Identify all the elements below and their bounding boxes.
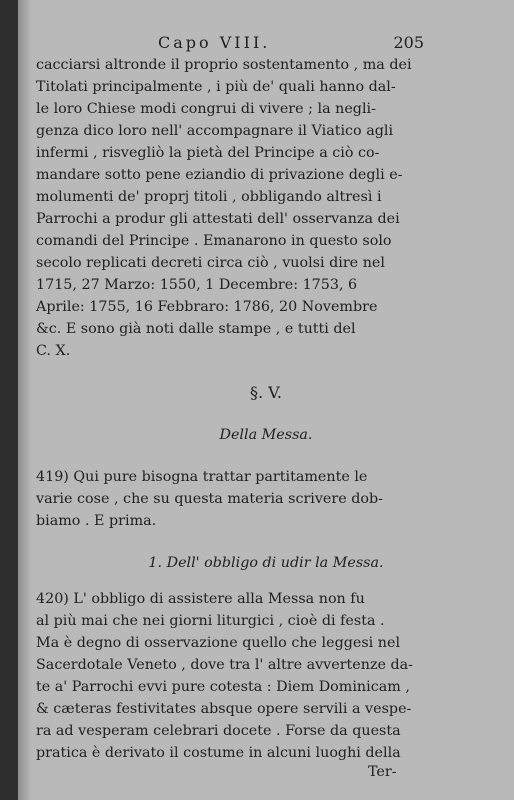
text-line: te a' Parrochi evvi pure cotesta : Diem Dominicam , [36,679,410,695]
text-line: C. X. [36,343,71,359]
running-header [158,33,424,55]
text-line: genza dico loro nell' accompagnare il Viatico agli [36,123,394,139]
text-line: Sacerdotale Veneto , dove tra l' altre avvertenze da- [36,657,414,673]
text-line: molumenti de' proprj titoli , obbligando altresì i [36,189,382,205]
text-line: varie cose , che su questa materia scrivere dob- [36,491,383,507]
catchword: Ter- [368,764,397,780]
text-line: 1715, 27 Marzo: 1550, 1 Decembre: 1753, 6 [36,277,358,293]
text-line: al più mai che nei giorni liturgici , cioè di festa . [36,613,385,629]
text-line: le loro Chiese modi congrui di vivere ; la negli- [36,101,376,117]
text-line: cacciarsi altronde il proprio sostentamento , ma dei [36,57,412,73]
section-title: Della Messa. [219,427,313,443]
text-line: comandi del Principe . Emanarono in questo solo [36,233,392,249]
text-line: pratica è derivato il costume in alcuni luoghi della [36,745,401,761]
text-line: Titolati principalmente , i più de' quali hanno dal- [36,79,396,95]
chapter-title: Capo VIII. [158,33,271,52]
text-line: &c. E sono già noti dalle stampe , e tutti del [36,321,356,337]
text-line: infermi , risvegliò la pietà del Principe a ciò co- [36,145,380,161]
book-page [18,0,514,800]
section-mark: §. V. [249,383,282,402]
text-line: Ma è degno di osservazione quello che leggesi nel [36,635,401,651]
text-line: 419) Qui pure bisogna trattar partitamente le [36,469,368,485]
text-line: Aprile: 1755, 16 Febbraro: 1786, 20 Novembre [36,299,378,315]
page-number: 205 [393,33,424,52]
text-line: & cæteras festivitates absque opere servili a vespe- [36,701,412,717]
text-line: 420) L' obbligo di assistere alla Messa non fu [36,591,365,607]
text-line: secolo replicati decreti circa ciò , vuolsi dire nel [36,255,385,271]
text-line: mandare sotto pene eziandio di privazione degli e- [36,167,403,183]
text-line: ra ad vesperam celebrari docete . Forse da questa [36,723,401,739]
text-line: Parrochi a produr gli attestati dell' osservanza dei [36,211,400,227]
subheading: 1. Dell' obbligo di udir la Messa. [148,555,384,571]
text-line: biamo . E prima. [36,513,157,529]
